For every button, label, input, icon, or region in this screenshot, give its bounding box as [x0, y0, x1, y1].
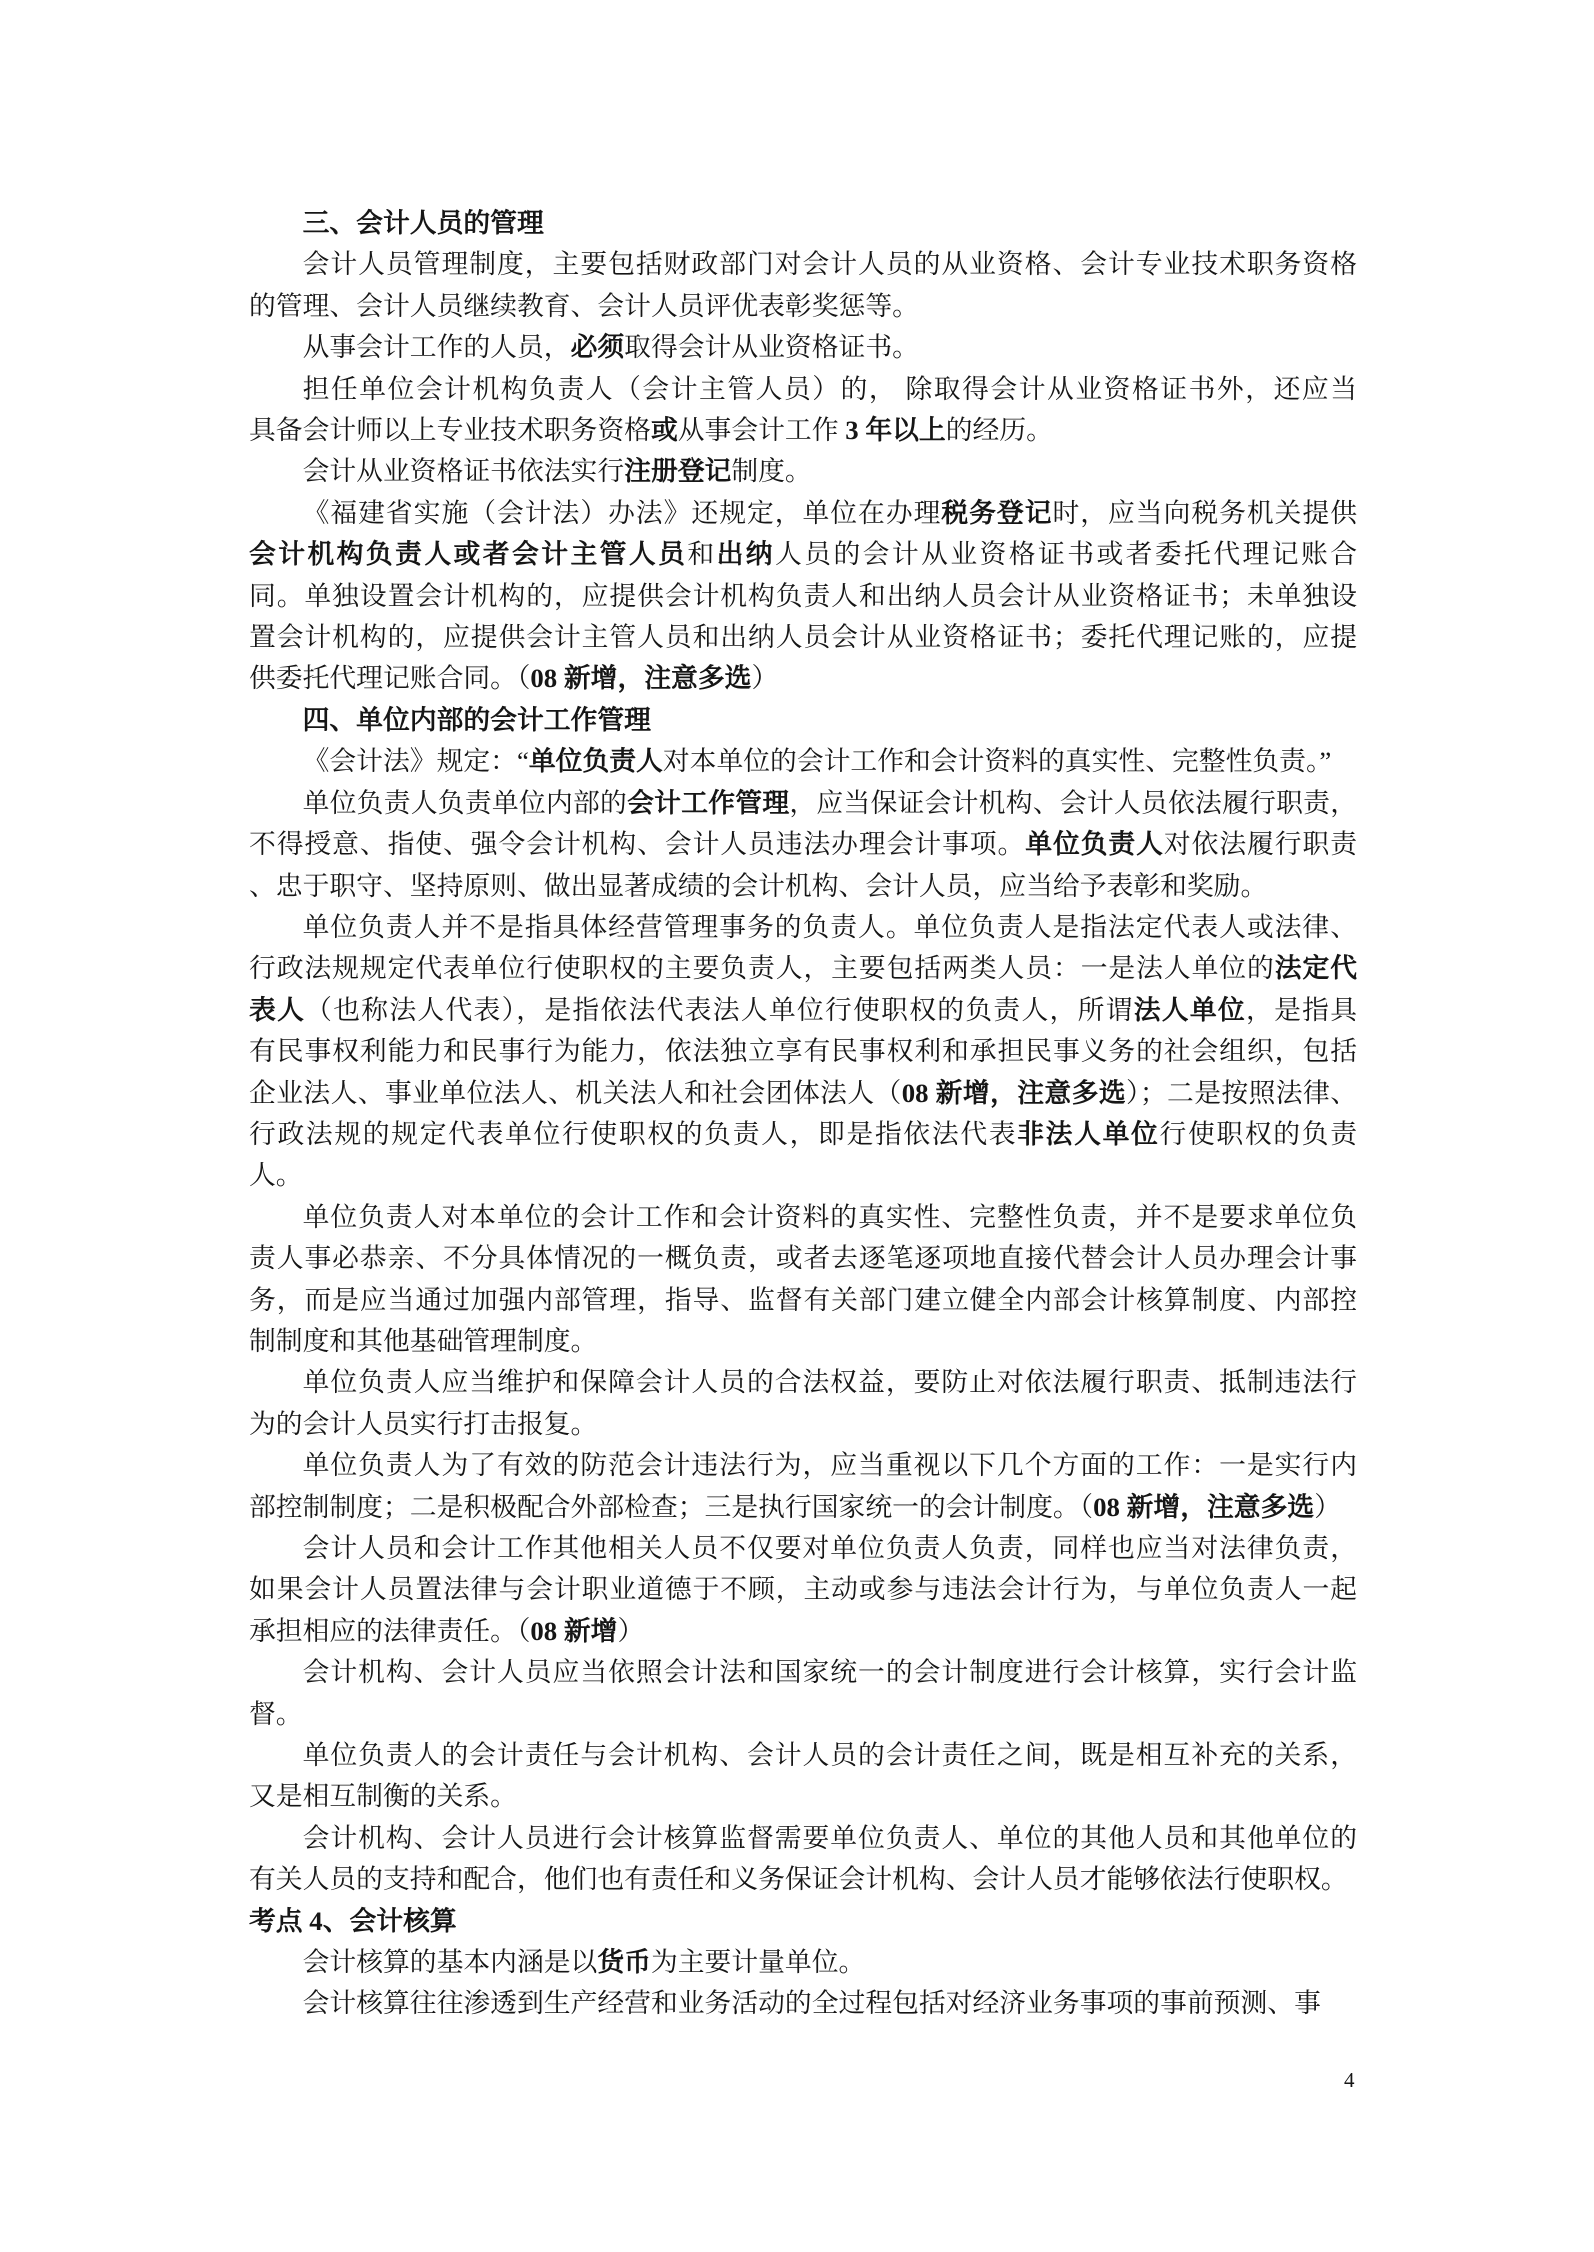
paragraph	[249, 741, 1357, 782]
text-line	[249, 948, 1357, 989]
paragraph	[249, 1942, 1357, 1983]
text-line	[249, 576, 1357, 617]
paragraph	[249, 1528, 1357, 1652]
text-line	[249, 1238, 1357, 1279]
paragraph	[249, 1735, 1357, 1818]
paragraph	[249, 244, 1357, 327]
text-line	[249, 1073, 1357, 1114]
text-line	[249, 1611, 1357, 1652]
body-text: 从事会计工作的人员，	[302, 332, 571, 363]
body-text: 会计从业资格证书依法实行	[302, 456, 625, 487]
text-line	[249, 1114, 1357, 1155]
emphasized-text: 08 新增，注意多选	[530, 663, 752, 694]
text-line	[249, 410, 1357, 451]
body-text: 承担相应的法律责任。（	[249, 1615, 531, 1646]
text-line	[249, 1569, 1357, 1610]
text-line	[249, 1652, 1357, 1693]
text-line	[249, 866, 1357, 907]
paragraph	[249, 1197, 1357, 1363]
paragraph	[249, 369, 1357, 452]
body-text: 制度。	[731, 456, 812, 487]
body-text: 的管理、会计人员继续教育、会计人员评优表彰奖惩等。	[249, 290, 919, 321]
text-line	[249, 534, 1357, 575]
body-text: 单位负责人并不是指具体经营管理事务的负责人。单位负责人是指法定代表人或法律、	[302, 911, 1357, 942]
body-text: 时，应当向税务机关提供	[1052, 497, 1358, 528]
text-line	[249, 1487, 1357, 1528]
section-heading	[249, 203, 1357, 244]
body-text: 会计核算往往渗透到生产经营和业务活动的全过程包括对经济业务事项的事前预测、事	[302, 1988, 1321, 2019]
body-text: ）；二是按照法律、	[1126, 1077, 1357, 1108]
text-line	[249, 1155, 1357, 1196]
body-text: 对依法履行职责	[1163, 829, 1358, 860]
body-text: 有民事权利能力和民事行为能力，依法独立享有民事权利和承担民事义务的社会组织，包括	[249, 1036, 1357, 1067]
body-text: 责人事必恭亲、不分具体情况的一概负责，或者去逐笔逐项地直接代替会计人员办理会计事	[249, 1243, 1357, 1274]
text-line	[249, 658, 1357, 699]
body-text: 为主要计量单位。	[650, 1947, 866, 1978]
text-line	[249, 327, 1357, 368]
paragraph	[249, 1818, 1357, 1901]
emphasized-text: 会计机构负责人或者会计主管人员	[249, 539, 688, 570]
text-line	[249, 990, 1357, 1031]
emphasized-text: 法定代	[1274, 953, 1358, 984]
text-line	[249, 203, 1357, 244]
body-text: 考点 4、会计核算	[249, 1905, 457, 1936]
body-text: ）	[1314, 1491, 1341, 1522]
emphasized-text: 08 新增	[530, 1615, 618, 1646]
emphasized-text: 出纳	[716, 539, 776, 570]
text-line	[249, 617, 1357, 658]
emphasized-text: 货币	[597, 1947, 651, 1978]
emphasized-text: 08 新增，注意多选	[1093, 1491, 1315, 1522]
text-line	[249, 369, 1357, 410]
text-line	[249, 1735, 1357, 1776]
body-text: 置会计机构的，应提供会计主管人员和出纳人员会计从业资格证书；委托代理记账的，应提	[249, 622, 1357, 653]
text-line	[249, 824, 1357, 865]
emphasized-text: 单位负责人	[528, 746, 663, 777]
body-text: 单位负责人应当维护和保障会计人员的合法权益，要防止对依法履行职责、抵制违法行	[302, 1367, 1357, 1398]
page-number: 4	[1344, 2068, 1355, 2092]
body-text: ）	[751, 663, 779, 694]
text-line	[249, 783, 1357, 824]
text-line	[249, 493, 1357, 534]
body-text: 务，而是应当通过加强内部管理，指导、监督有关部门建立健全内部会计核算制度、内部控	[249, 1284, 1357, 1315]
text-line	[249, 700, 1357, 741]
text-line	[249, 1280, 1357, 1321]
emphasized-text: 非法人单位	[1017, 1118, 1160, 1149]
emphasized-text: 税务登记	[941, 497, 1053, 528]
body-text: ，是指具	[1246, 994, 1358, 1025]
topic-heading	[249, 1901, 1357, 1942]
body-text: 和	[687, 539, 717, 570]
body-text: 单位负责人对本单位的会计工作和会计资料的真实性、完整性负责，并不是要求单位负	[302, 1201, 1357, 1232]
body-text: 、忠于职守、坚持原则、做出显著成绩的会计机构、会计人员，应当给予表彰和奖励。	[249, 870, 1268, 901]
body-text: 又是相互制衡的关系。	[249, 1781, 517, 1812]
body-text: 为的会计人员实行打击报复。	[249, 1408, 598, 1439]
body-text: 《福建省实施（会计法）办法》还规定，单位在办理	[302, 497, 942, 528]
text-line	[249, 1942, 1357, 1983]
text-line	[249, 1818, 1357, 1859]
body-text: 单位负责人的会计责任与会计机构、会计人员的会计责任之间，既是相互补充的关系，	[302, 1740, 1357, 1771]
body-text: 单位负责人为了有效的防范会计违法行为，应当重视以下几个方面的工作：一是实行内	[302, 1450, 1357, 1481]
paragraph	[249, 783, 1357, 907]
text-column	[249, 203, 1357, 2025]
body-text: 行政法规的规定代表单位行使职权的负责人，即是指依法代表	[249, 1118, 1018, 1149]
body-text: 会计机构、会计人员应当依照会计法和国家统一的会计制度进行会计核算，实行会计监	[302, 1657, 1357, 1688]
body-text: 对本单位的会计工作和会计资料的真实性、完整性负责。”	[662, 746, 1332, 777]
body-text: ，应当保证会计机构、会计人员依法履行职责，	[789, 787, 1358, 818]
body-text: 供委托代理记账合同。（	[249, 663, 531, 694]
text-line	[249, 907, 1357, 948]
emphasized-text: 法人单位	[1133, 994, 1247, 1025]
emphasized-text: 08 新增，注意多选	[901, 1077, 1127, 1108]
text-line	[249, 1776, 1357, 1817]
body-text: 会计人员管理制度，主要包括财政部门对会计人员的从业资格、会计专业技术职务资格	[302, 249, 1357, 280]
paragraph	[249, 493, 1357, 700]
text-line	[249, 1197, 1357, 1238]
body-text: 企业法人、事业单位法人、机关法人和社会团体法人（	[249, 1077, 902, 1108]
body-text: 人。	[249, 1160, 303, 1191]
body-text: 具备会计师以上专业技术职务资格	[249, 415, 651, 446]
paragraph	[249, 451, 1357, 492]
body-text: 同。单独设置会计机构的，应提供会计机构负责人和出纳人员会计从业资格证书；未单独设	[249, 580, 1357, 611]
body-text: 有关人员的支持和配合，他们也有责任和义务保证会计机构、会计人员才能够依法行使职权。	[249, 1864, 1348, 1895]
text-line	[249, 1321, 1357, 1362]
text-line	[249, 1404, 1357, 1445]
body-text: 《会计法》规定：“	[302, 746, 529, 777]
body-text: 取得会计从业资格证书。	[624, 332, 919, 363]
text-line	[249, 286, 1357, 327]
body-text: 会计核算的基本内涵是以	[302, 1947, 598, 1978]
body-text: 制制度和其他基础管理制度。	[249, 1325, 598, 1356]
paragraph	[249, 1652, 1357, 1735]
paragraph	[249, 1362, 1357, 1445]
text-line	[249, 741, 1357, 782]
text-line	[249, 1983, 1357, 2024]
emphasized-text: 注册登记	[624, 456, 732, 487]
paragraph	[249, 907, 1357, 1197]
paragraph	[249, 1983, 1357, 2024]
emphasized-text: 或	[650, 415, 678, 446]
text-line	[249, 1859, 1357, 1900]
body-text: 人员的会计从业资格证书或者委托代理记账合	[775, 539, 1358, 570]
body-text: 会计人员和会计工作其他相关人员不仅要对单位负责人负责，同样也应当对法律负责，	[302, 1533, 1357, 1563]
body-text: ）	[617, 1615, 645, 1646]
paragraph	[249, 327, 1357, 368]
text-line	[249, 1445, 1357, 1486]
body-text: 部控制制度；二是积极配合外部检查；三是执行国家统一的会计制度。（	[249, 1491, 1094, 1522]
text-line	[249, 451, 1357, 492]
body-text: 担任单位会计机构负责人（会计主管人员）的， 除取得会计从业资格证书外，还应当	[302, 373, 1357, 404]
body-text: 三、会计人员的管理	[302, 208, 544, 238]
text-line	[249, 244, 1357, 285]
body-text: 行使职权的负责	[1159, 1118, 1358, 1149]
body-text: 不得授意、指使、强令会计机构、会计人员违法办理会计事项。	[249, 829, 1026, 860]
body-text: 督。	[249, 1698, 303, 1729]
emphasized-text: 单位负责人	[1025, 829, 1164, 860]
emphasized-text: 表人	[249, 994, 306, 1025]
emphasized-text: 必须	[570, 332, 625, 363]
text-line	[249, 1031, 1357, 1072]
body-text: 的经历。	[945, 415, 1053, 446]
emphasized-text: 会计工作管理	[627, 787, 790, 818]
body-text: 如果会计人员置法律与会计职业道德于不顾，主动或参与违法会计行为，与单位负责人一起	[249, 1574, 1357, 1605]
body-text: 会计机构、会计人员进行会计核算监督需要单位负责人、单位的其他人员和其他单位的	[302, 1822, 1357, 1853]
body-text: 行政法规规定代表单位行使职权的主要负责人，主要包括两类人员：一是法人单位的	[249, 953, 1275, 984]
emphasized-text: 3 年以上	[845, 415, 946, 446]
section-heading	[249, 700, 1357, 741]
text-line	[249, 1694, 1357, 1735]
body-text: 四、单位内部的会计工作管理	[302, 704, 651, 735]
paragraph	[249, 1445, 1357, 1528]
body-text: 单位负责人负责单位内部的	[302, 787, 628, 818]
text-line	[249, 1901, 1357, 1942]
body-text: 从事会计工作	[677, 415, 846, 446]
text-line	[249, 1362, 1357, 1403]
body-text: （也称法人代表），是指依法代表法人单位行使职权的负责人，所谓	[305, 994, 1134, 1025]
text-line	[249, 1528, 1357, 1569]
